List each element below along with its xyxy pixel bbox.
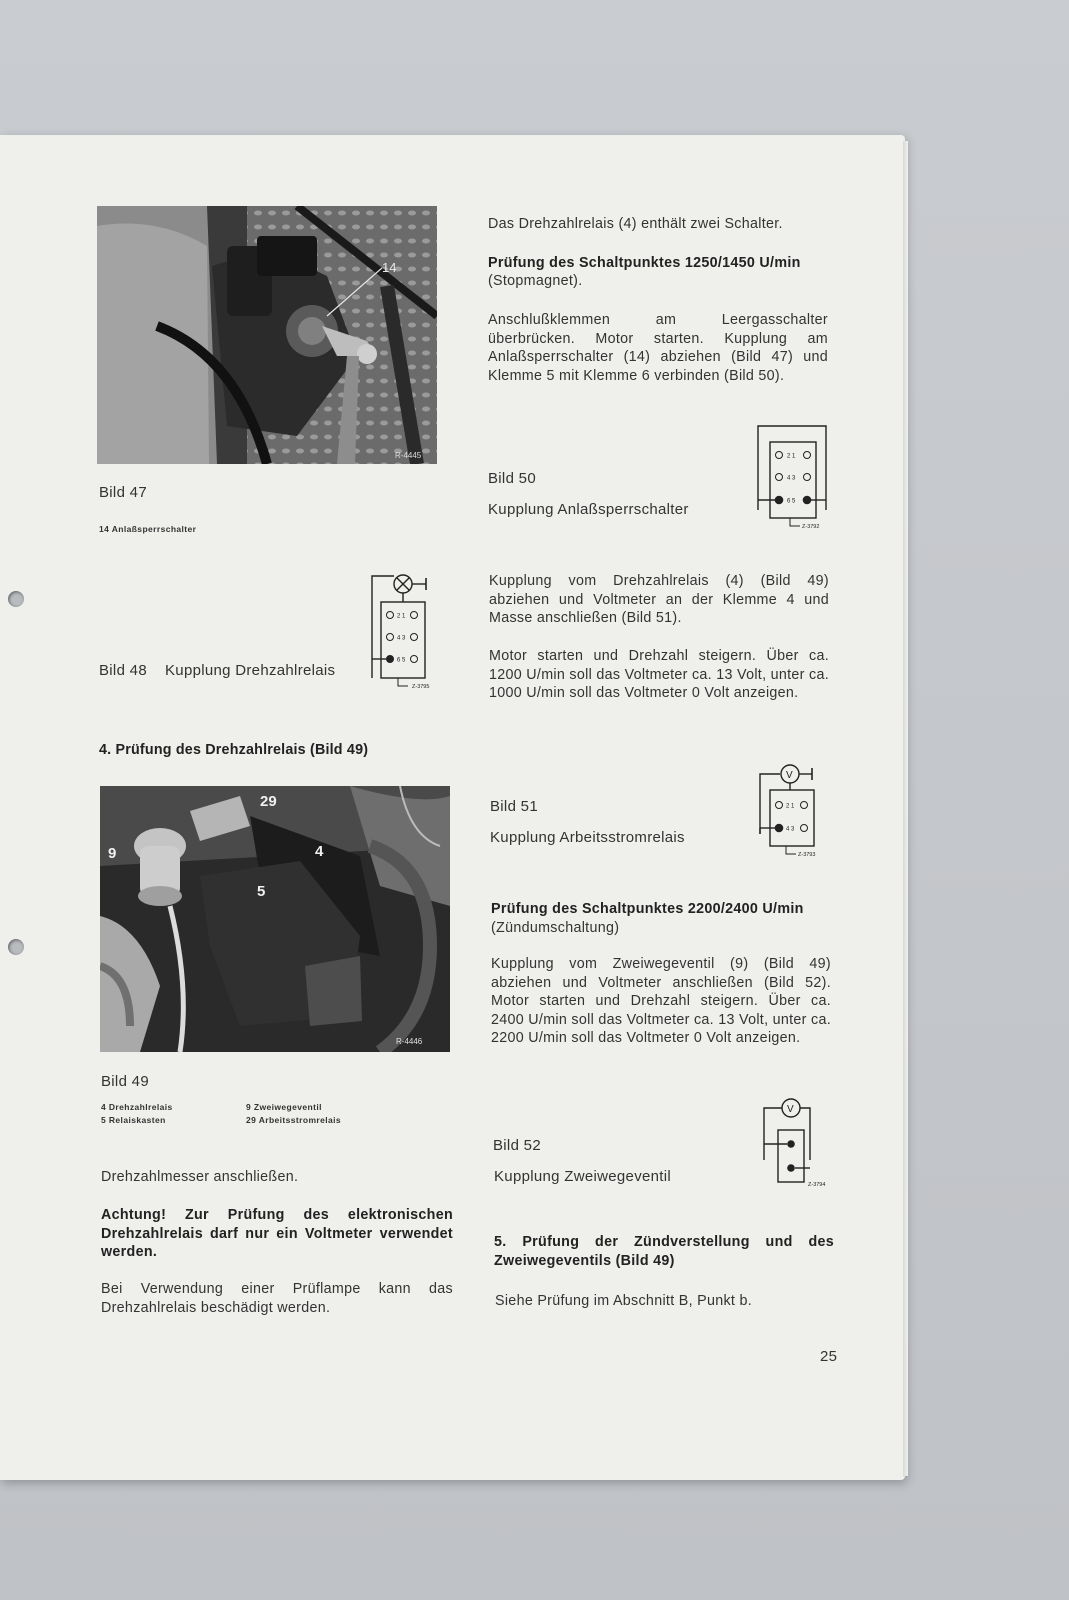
page-number: 25 [820, 1348, 838, 1365]
bild51-meter-label: V [786, 770, 793, 781]
bild52-diagram [760, 1098, 840, 1190]
right-paragraph-zweiwegeventil: Kupplung vom Zweiwegeventil (9) (Bild 49) abziehen und Voltmeter anschließen (Bild 52). Motor starten und Drehzahl steigern. Über ca. 2400 U/min soll das Voltmeter ca. 13 Volt, unter ca. 2200 U/min soll das Voltmeter 0 Volt anzeigen. [491, 956, 831, 1046]
page-edge [903, 141, 908, 1476]
photo1-stamp: R-4445 [395, 451, 422, 460]
section-4-heading: 4. Prüfung des Drehzahlrelais (Bild 49) [99, 742, 369, 758]
bild50-ref: Z-3792 [802, 524, 820, 530]
bild49-legend-5: 5 Relaiskasten [101, 1115, 166, 1125]
bild49-legend [101, 1102, 406, 1125]
bild51-label: Bild 51 [490, 798, 538, 815]
right-paragraph-anschluss: Anschlußklemmen am Leergasschalter überbrücken. Motor starten. Kupplung am Anlaßsperrschalter (14) abziehen (Bild 47) und Klemme 5 mit Klemme 6 verbinden (Bild 50). [488, 312, 828, 384]
bild49-title: Bild 49 [101, 1073, 149, 1090]
binder-hole-bottom [8, 939, 24, 955]
bild51-row1: 2 1 [786, 803, 795, 810]
engine-photo-bild49-graphic [100, 786, 450, 1052]
photo2-callout-4: 4 [315, 843, 324, 860]
right-paragraph-motor-1200: Motor starten und Drehzahl steigern. Über ca. 1200 U/min soll das Voltmeter ca. 13 Volt, unter ca. 1000 U/min soll das Voltmeter 0 Volt anzeigen. [489, 648, 829, 701]
bild52-label: Bild 52 [493, 1137, 541, 1154]
bild51-caption: Kupplung Arbeitsstromrelais [490, 829, 685, 846]
bild48-ref: Z-3795 [412, 684, 430, 690]
photo2-callout-9: 9 [108, 845, 117, 862]
photo1-callout: 14 [382, 260, 397, 275]
right-paragraph-voltmeter: Kupplung vom Drehzahlrelais (4) (Bild 49) abziehen und Voltmeter an der Klemme 4 und Masse anschließen (Bild 51). [489, 573, 829, 626]
bild51-ref: Z-3793 [798, 852, 816, 858]
heading-schaltpunkt-1250-sub: (Stopmagnet). [488, 273, 583, 289]
photo2-stamp: R-4446 [396, 1037, 423, 1046]
bild49-legend-29: 29 Arbeitsstromrelais [246, 1115, 342, 1125]
bild49-legend-4: 4 Drehzahlrelais [101, 1102, 173, 1112]
left-paragraph-prueflampe: Bei Verwendung einer Prüflampe kann das Drehzahlrelais beschädigt werden. [101, 1281, 453, 1316]
bild47-title: Bild 47 [99, 484, 147, 501]
binder-hole-top [8, 591, 24, 607]
bild50-row3: 6 5 [787, 498, 796, 505]
warning-paragraph: Achtung! Zur Prüfung des elektronischen Drehzahlrelais darf nur ein Voltmeter verwendet werden. [101, 1207, 453, 1260]
right-paragraph-siehe: Siehe Prüfung im Abschnitt B, Punkt b. [495, 1293, 752, 1309]
bild48-caption: Kupplung Drehzahlrelais [165, 662, 336, 679]
heading-schaltpunkt-2200: Prüfung des Schaltpunktes 2200/2400 U/min [491, 901, 804, 917]
bild49-legend-9: 9 Zweiwegeventil [246, 1102, 322, 1112]
left-paragraph-drehzahlmesser: Drehzahlmesser anschließen. [101, 1169, 299, 1185]
heading-schaltpunkt-2200-sub: (Zündumschaltung) [491, 920, 620, 936]
bild50-label: Bild 50 [488, 470, 536, 487]
bild47-legend: 14 Anlaßsperrschalter [99, 524, 197, 534]
right-paragraph-intro: Das Drehzahlrelais (4) enthält zwei Schalter. [488, 216, 783, 232]
bild48-row2: 4 3 [397, 635, 406, 642]
bild50-diagram [754, 424, 834, 536]
engine-photo-bild47-graphic [97, 206, 437, 464]
photo2-callout-5: 5 [257, 883, 266, 900]
engine-photo-bild47 [97, 206, 437, 464]
bild52-meter-label: V [787, 1104, 794, 1115]
bild51-diagram [756, 764, 826, 864]
bild52-caption: Kupplung Zweiwegeventil [494, 1168, 672, 1185]
heading-schaltpunkt-1250: Prüfung des Schaltpunktes 1250/1450 U/min [488, 255, 801, 271]
section-5-heading: 5. Prüfung der Zündverstellung und des Zweiwegeventils (Bild 49) [494, 1234, 834, 1269]
bild50-row2: 4 3 [787, 475, 796, 482]
engine-photo-bild49 [100, 786, 450, 1052]
bild48-row1: 2 1 [397, 613, 406, 620]
bild50-caption: Kupplung Anlaßsperrschalter [488, 501, 689, 518]
bild48-label: Bild 48 [99, 662, 147, 679]
bild48-diagram [368, 574, 438, 698]
bild48-row3: 6 5 [397, 657, 406, 664]
bild50-row1: 2 1 [787, 453, 796, 460]
photo2-callout-29: 29 [260, 793, 277, 810]
bild52-ref: Z-3794 [808, 1182, 826, 1188]
bild51-row2: 4 3 [786, 826, 795, 833]
